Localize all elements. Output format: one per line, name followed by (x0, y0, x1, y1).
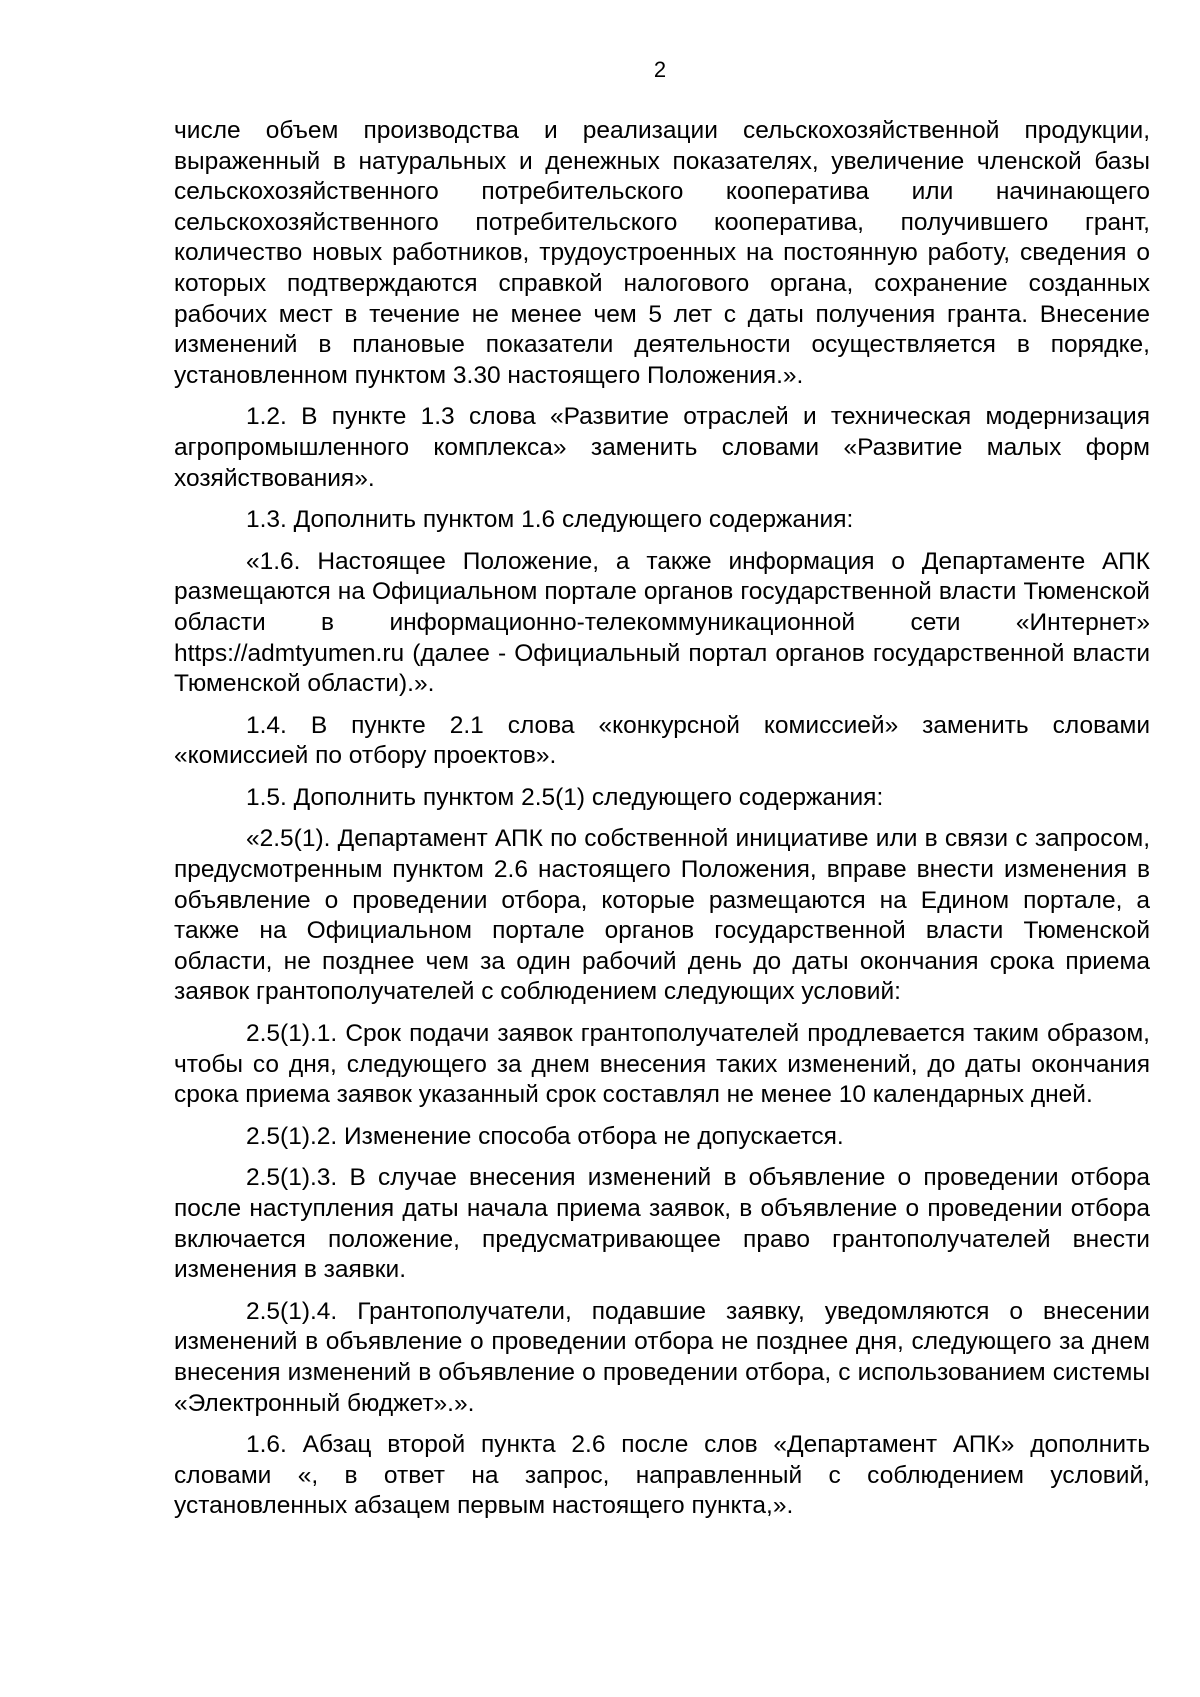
paragraph-quote-1-6: «1.6. Настоящее Положение, а также информация о Департаменте АПК размещаются на Официальном портале органов государственной власти Тюменской области в информационно-телекоммуникационной сети «Интернет» https://admtyumen.ru (далее - Официальный портал органов государственной власти Тюменской области).». (174, 547, 1150, 698)
paragraph-item-1-6: 1.6. Абзац второй пункта 2.6 после слов «Департамент АПК» дополнить словами «, в ответ на запрос, направленный с соблюдением условий, установленных абзацем первым настоящего пункта,». (174, 1431, 1150, 1520)
paragraph-item-2-5-1-3: 2.5(1).3. В случае внесения изменений в объявление о проведении отбора после наступления даты начала приема заявок, в объявление о проведении отбора включается положение, предусматривающее право грантополучателей внести изменения в заявки. (174, 1164, 1150, 1284)
paragraph-item-1-5: 1.5. Дополнить пунктом 2.5(1) следующего содержания: (246, 783, 884, 811)
paragraph-item-2-5-1-2: 2.5(1).2. Изменение способа отбора не допускается. (246, 1122, 844, 1150)
page-number: 2 (653, 57, 667, 82)
document-body (174, 116, 1150, 1533)
paragraph-continuation: числе объем производства и реализации сельскохозяйственной продукции, выраженный в натуральных и денежных показателях, увеличение членской базы сельскохозяйственного потребительского кооператива или начинающего сельскохозяйственного потребительского кооператива, получившего грант, количество новых работников, трудоустроенных на постоянную работу, сведения о которых подтверждаются справкой налогового органа, сохранение созданных рабочих мест в течение не менее чем 5 лет с даты получения гранта. Внесение изменений в плановые показатели деятельности осуществляется в порядке, установленном пунктом 3.30 настоящего Положения.». (174, 117, 1150, 389)
paragraph-item-1-2: 1.2. В пункте 1.3 слова «Развитие отраслей и техническая модернизация агропромышленного комплекса» заменить словами «Развитие малых форм хозяйствования». (174, 403, 1150, 492)
paragraph-item-2-5-1-1: 2.5(1).1. Срок подачи заявок грантополучателей продлевается таким образом, чтобы со дня, следующего за днем внесения таких изменений, до даты окончания срока приема заявок указанный срок составлял не менее 10 календарных дней. (174, 1020, 1150, 1109)
paragraph-item-1-4: 1.4. В пункте 2.1 слова «конкурсной комиссией» заменить словами «комиссией по отбору проектов». (174, 711, 1150, 770)
paragraph-item-2-5-1-4: 2.5(1).4. Грантополучатели, подавшие заявку, уведомляются о внесении изменений в объявление о проведении отбора не позднее дня, следующего за днем внесения изменений в объявление о проведении отбора, с использованием системы «Электронный бюджет».». (174, 1297, 1150, 1417)
paragraph-item-1-3: 1.3. Дополнить пунктом 1.6 следующего содержания: (246, 506, 854, 534)
paragraph-quote-2-5-1: «2.5(1). Департамент АПК по собственной инициативе или в связи с запросом, предусмотренным пунктом 2.6 настоящего Положения, вправе внести изменения в объявление о проведении отбора, которые размещаются на Едином портале, а также на Официальном портале органов государственной власти Тюменской области, не позднее чем за один рабочий день до даты окончания срока приема заявок грантополучателей с соблюдением следующих условий: (174, 825, 1150, 1006)
